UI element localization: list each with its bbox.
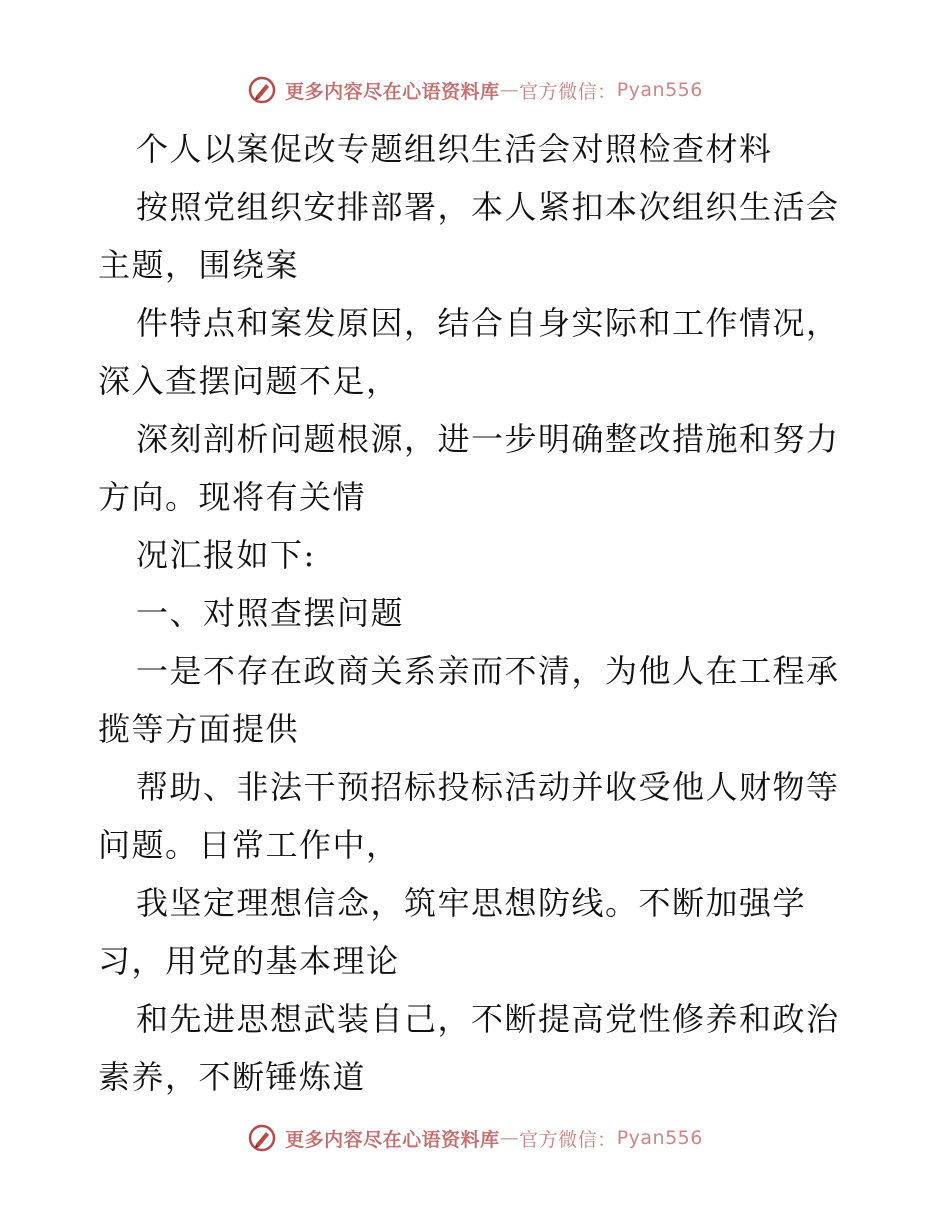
text-line: 个人以案促改专题组织生活会对照检查材料	[136, 130, 773, 168]
pen-logo-icon	[247, 75, 277, 105]
watermark-brand: 更多内容尽在心语资料库	[285, 80, 500, 103]
text-line: 况汇报如下:	[136, 536, 316, 574]
watermark-footer	[0, 1118, 950, 1158]
watermark-account: Pyan556	[616, 79, 703, 101]
text-line: 素养，不断锤炼道	[98, 1058, 367, 1096]
text-line: 我坚定理想信念，筑牢思想防线。不断加强学	[136, 884, 807, 922]
text-line: 揽等方面提供	[98, 710, 300, 748]
text-line: 件特点和案发原因，结合自身实际和工作情况，	[136, 304, 840, 342]
text-line: 按照党组织安排部署，本人紧扣本次组织生活会	[136, 188, 840, 226]
text-line: 习，用党的基本理论	[98, 942, 400, 980]
watermark-official: 官方微信：	[519, 80, 617, 103]
watermark-dash: —	[499, 79, 520, 101]
text-line: 和先进思想武装自己，不断提高党性修养和政治	[136, 1000, 840, 1038]
text-line: 一是不存在政商关系亲而不清，为他人在工程承	[136, 652, 840, 690]
watermark-dash: —	[499, 1127, 520, 1149]
text-line: 问题。日常工作中，	[98, 826, 400, 864]
text-line: 一、对照查摆问题	[136, 594, 405, 632]
watermark-account: Pyan556	[616, 1127, 703, 1149]
text-line: 主题，围绕案	[98, 246, 300, 284]
document-body	[98, 120, 858, 1106]
pen-logo-icon	[247, 1123, 277, 1153]
text-line: 方向。现将有关情	[98, 478, 367, 516]
watermark-official: 官方微信：	[519, 1128, 617, 1151]
text-line: 深刻剖析问题根源，进一步明确整改措施和努力	[136, 420, 840, 458]
text-line: 帮助、非法干预招标投标活动并收受他人财物等	[136, 768, 840, 806]
text-line: 深入查摆问题不足，	[98, 362, 400, 400]
watermark-brand: 更多内容尽在心语资料库	[285, 1128, 500, 1151]
watermark-header	[0, 70, 950, 110]
